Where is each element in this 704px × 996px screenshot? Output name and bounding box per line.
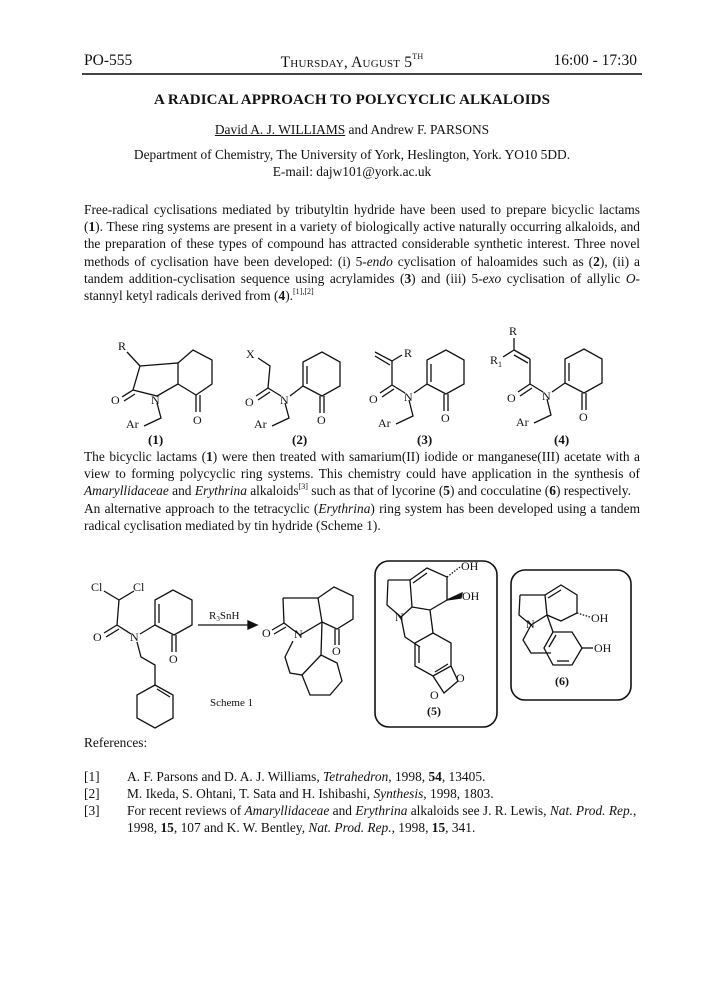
reference-number: [3] <box>84 803 100 818</box>
ar-label: Ar <box>516 415 529 429</box>
lycorine-box <box>375 559 497 727</box>
n-label: N <box>294 627 303 641</box>
compound-3-structure <box>369 346 464 447</box>
cyclohexenone-ring <box>427 350 464 394</box>
n-label: N <box>280 393 289 407</box>
text: ). <box>285 288 293 304</box>
reagent-sub: 3 <box>216 615 220 623</box>
reference-number: [2] <box>84 786 100 801</box>
text: alkaloids see J. R. Lewis, <box>407 803 550 818</box>
compound-4-structure <box>490 324 602 447</box>
r-label: R <box>118 339 127 353</box>
text: alkaloids <box>246 483 299 499</box>
journal: Nat. Prod. Rep. <box>549 803 634 818</box>
citation: [1],[2] <box>293 287 314 297</box>
text: cyclisation of haloamides such as ( <box>392 253 594 269</box>
quaternary-bond <box>321 622 322 655</box>
compound-ref: 6 <box>549 483 556 499</box>
o-label: O <box>441 411 450 425</box>
text: Free-radical cyclisations mediated by tributyltin hydride have been used to prepare bicyclic lactams ( <box>84 202 640 235</box>
text: ). These ring systems are present in a variety of biologically active naturally occurring alkaloids, and the preparation of these types of compound has attracted considerable synthetic interest. Three novel methods of cyclisation have been developed: (i) 5- <box>84 219 640 269</box>
x-label: X <box>246 347 255 361</box>
oh-label: OH <box>591 611 609 625</box>
r-label: R <box>404 346 413 360</box>
cyclohexenone-ring <box>565 349 602 393</box>
reagent-tail: SnH <box>219 610 240 622</box>
o-label: O <box>93 630 102 644</box>
text: For recent reviews of <box>127 803 245 818</box>
cocculatine-box <box>511 570 631 700</box>
compound-label: (6) <box>555 674 569 688</box>
journal: Nat. Prod. Rep., <box>308 820 395 835</box>
cyclohexane-ring <box>302 655 342 695</box>
text: , 13405. <box>441 769 486 784</box>
n-aryl-bond <box>140 625 155 634</box>
n-label: N <box>395 610 404 624</box>
scheme-caption: Scheme 1 <box>210 697 254 709</box>
o-label: O <box>111 393 120 407</box>
cl-bond <box>104 591 119 600</box>
text: 1998, <box>394 820 432 835</box>
ring-bond <box>430 610 433 633</box>
lycorine-frame <box>375 561 497 727</box>
reagent-label <box>209 610 239 623</box>
ar-label: Ar <box>254 417 267 431</box>
compound-label: (2) <box>292 432 308 447</box>
session-time: 16:00 - 17:30 <box>553 52 637 69</box>
abstract-paragraph-1 <box>84 201 640 304</box>
o-label: O <box>369 392 378 406</box>
cyclohexenone-ring <box>303 352 340 396</box>
abstract-paragraph-2 <box>84 448 640 534</box>
r1-label <box>490 353 502 369</box>
text: The bicyclic lactams ( <box>84 449 207 464</box>
affiliation <box>0 146 704 180</box>
compound-ref: 3 <box>404 270 412 286</box>
n-aryl-bond <box>414 384 427 393</box>
cl-bond <box>119 591 134 600</box>
compound-2-structure <box>245 347 340 447</box>
n-label: N <box>151 393 160 407</box>
italic-term: Erythrina <box>194 483 247 499</box>
vinyl-double-bond <box>375 356 390 365</box>
compound-ref: 1 <box>88 219 96 235</box>
text: , 107 and K. W. Bentley, <box>173 820 309 835</box>
cyclohexene-ring <box>410 568 447 610</box>
scheme-product <box>262 587 353 695</box>
compound-ref: 2 <box>593 253 600 269</box>
italic-term: exo <box>482 270 502 286</box>
text: An alternative approach to the tetracyclic ( <box>84 500 319 516</box>
ar-label: Ar <box>126 417 139 431</box>
volume: 15 <box>160 820 174 835</box>
text: cyclisation of allylic <box>501 270 626 286</box>
department: Department of Chemistry, The University of York, Heslington, York. YO10 5DD. <box>133 147 571 162</box>
compound-label: (5) <box>427 704 441 718</box>
text: ) and cocculatine ( <box>449 483 550 499</box>
cyclohexanone-ring <box>318 587 353 629</box>
text: , 1998, <box>388 769 429 784</box>
cyclohexanone-ring <box>178 350 212 395</box>
text: ) ring system has been developed using a tandem radical cyclisation mediated by tin hydride (Scheme 1). <box>84 500 640 533</box>
benzene-ring <box>415 633 451 676</box>
reference-text <box>127 785 637 802</box>
italic-term: O <box>625 270 636 286</box>
coauthor: Andrew F. PARSONS <box>370 122 490 137</box>
o-label: O <box>193 413 202 427</box>
reference-text <box>127 802 637 836</box>
citation: [3] <box>298 482 308 492</box>
o-label: O <box>317 413 326 427</box>
cl-label: Cl <box>133 580 145 594</box>
poster-code: PO-555 <box>84 52 133 69</box>
o-label: O <box>245 395 254 409</box>
session-day-text: Thursday, August 5 <box>280 54 413 71</box>
n-label: N <box>526 617 535 631</box>
italic-term: Amaryllidaceae <box>244 803 330 818</box>
o-label: O <box>262 626 271 640</box>
compound-label: (4) <box>554 432 570 447</box>
compound-label: (3) <box>417 432 433 447</box>
text: ) and (iii) 5- <box>411 270 483 286</box>
authors <box>0 122 704 138</box>
r1-bond <box>503 350 514 357</box>
text: ), (ii) a tandem addition-cyclisation sequence using acrylamides ( <box>84 253 640 286</box>
lactam-ring <box>133 363 178 396</box>
reference-text <box>127 768 637 785</box>
n-label: N <box>542 389 551 403</box>
compound-label: (1) <box>148 432 164 447</box>
r-bond <box>127 352 140 366</box>
bridge-ring <box>285 641 321 675</box>
volume: 15 <box>431 820 446 835</box>
wedge-bond <box>447 593 462 600</box>
cl-label: Cl <box>91 580 103 594</box>
o-label: O <box>332 644 341 658</box>
text: -stannyl ketyl radicals derived from ( <box>84 270 640 304</box>
italic-term: endo <box>366 253 393 269</box>
r-bond <box>392 355 402 361</box>
italic-term: Amaryllidaceae <box>84 483 169 499</box>
scheme-starting-material <box>91 580 192 728</box>
n-label: N <box>404 390 413 404</box>
reagent-r: R <box>209 610 217 622</box>
n-aryl-bond <box>552 383 565 392</box>
compounds-row-figure <box>0 300 704 448</box>
ethyl-linker <box>137 642 155 685</box>
reference-number: [1] <box>84 769 100 784</box>
n-aryl-bond <box>290 386 303 396</box>
italic-term: Erythrina <box>355 803 408 818</box>
oh-label: OH <box>594 641 612 655</box>
italic-term: Erythrina <box>318 500 371 516</box>
volume: 54 <box>428 769 442 784</box>
o-label: O <box>579 410 588 424</box>
chain-bond <box>258 358 270 388</box>
text: , 341. <box>445 820 476 835</box>
ar-label: Ar <box>378 416 391 430</box>
o-label: O <box>430 688 439 702</box>
r-label: R <box>509 324 518 338</box>
cocculatine-frame <box>511 570 631 700</box>
o-label: O <box>169 652 178 666</box>
text: such as that of lycorine ( <box>307 483 444 499</box>
compound-ref: 5 <box>443 483 450 499</box>
n-label: N <box>130 630 139 644</box>
text: and <box>168 483 195 499</box>
hash-bond <box>447 567 460 577</box>
text: A. F. Parsons and D. A. J. Williams, <box>127 769 324 784</box>
journal: Synthesis <box>373 786 424 801</box>
vinyl-double-bond <box>375 352 392 361</box>
double-bond <box>413 573 427 583</box>
r1-subscript: 1 <box>498 360 503 369</box>
o-label: O <box>456 671 465 685</box>
reaction-arrow <box>198 610 257 709</box>
chain-bond <box>117 600 119 625</box>
journal: Tetrahedron <box>323 769 389 784</box>
text: ) respectively. <box>555 483 631 499</box>
scheme-figure <box>0 555 704 735</box>
phenol-ring <box>544 632 582 665</box>
compound-1-structure <box>111 339 212 447</box>
email: E-mail: dajw101@york.ac.uk <box>272 164 432 179</box>
text: M. Ikeda, S. Ohtani, T. Sata and H. Ishibashi, <box>127 786 374 801</box>
cyclohexene-ring <box>137 685 173 728</box>
presenting-author: David A. J. WILLIAMS <box>214 122 346 137</box>
text: , 1998, 1803. <box>423 786 494 801</box>
oh-label: OH <box>461 559 479 573</box>
references-heading: References: <box>84 735 148 750</box>
text: and <box>329 803 356 818</box>
r1-text: R <box>490 353 499 367</box>
o-label: O <box>507 391 516 405</box>
text: , 1998, <box>127 803 637 835</box>
authors-conj: and <box>345 122 371 137</box>
header-rule <box>82 73 642 75</box>
text: ) were then treated with samarium(II) iodide or manganese(III) acetate with a view to forming polycyclic ring systems. This chemistry could have application in the synthesis of <box>84 449 640 482</box>
oh-label: OH <box>462 589 480 603</box>
arrow-head-icon <box>248 621 257 629</box>
alkene-bond <box>514 350 530 359</box>
compound-ref: 4 <box>278 288 286 304</box>
hash-bond <box>577 613 590 617</box>
page-title: A RADICAL APPROACH TO POLYCYCLIC ALKALOIDS <box>153 92 551 108</box>
session-day-suffix: TH <box>412 52 424 61</box>
cyclohexenone-ring <box>155 590 192 635</box>
compound-ref: 1 <box>206 449 213 464</box>
